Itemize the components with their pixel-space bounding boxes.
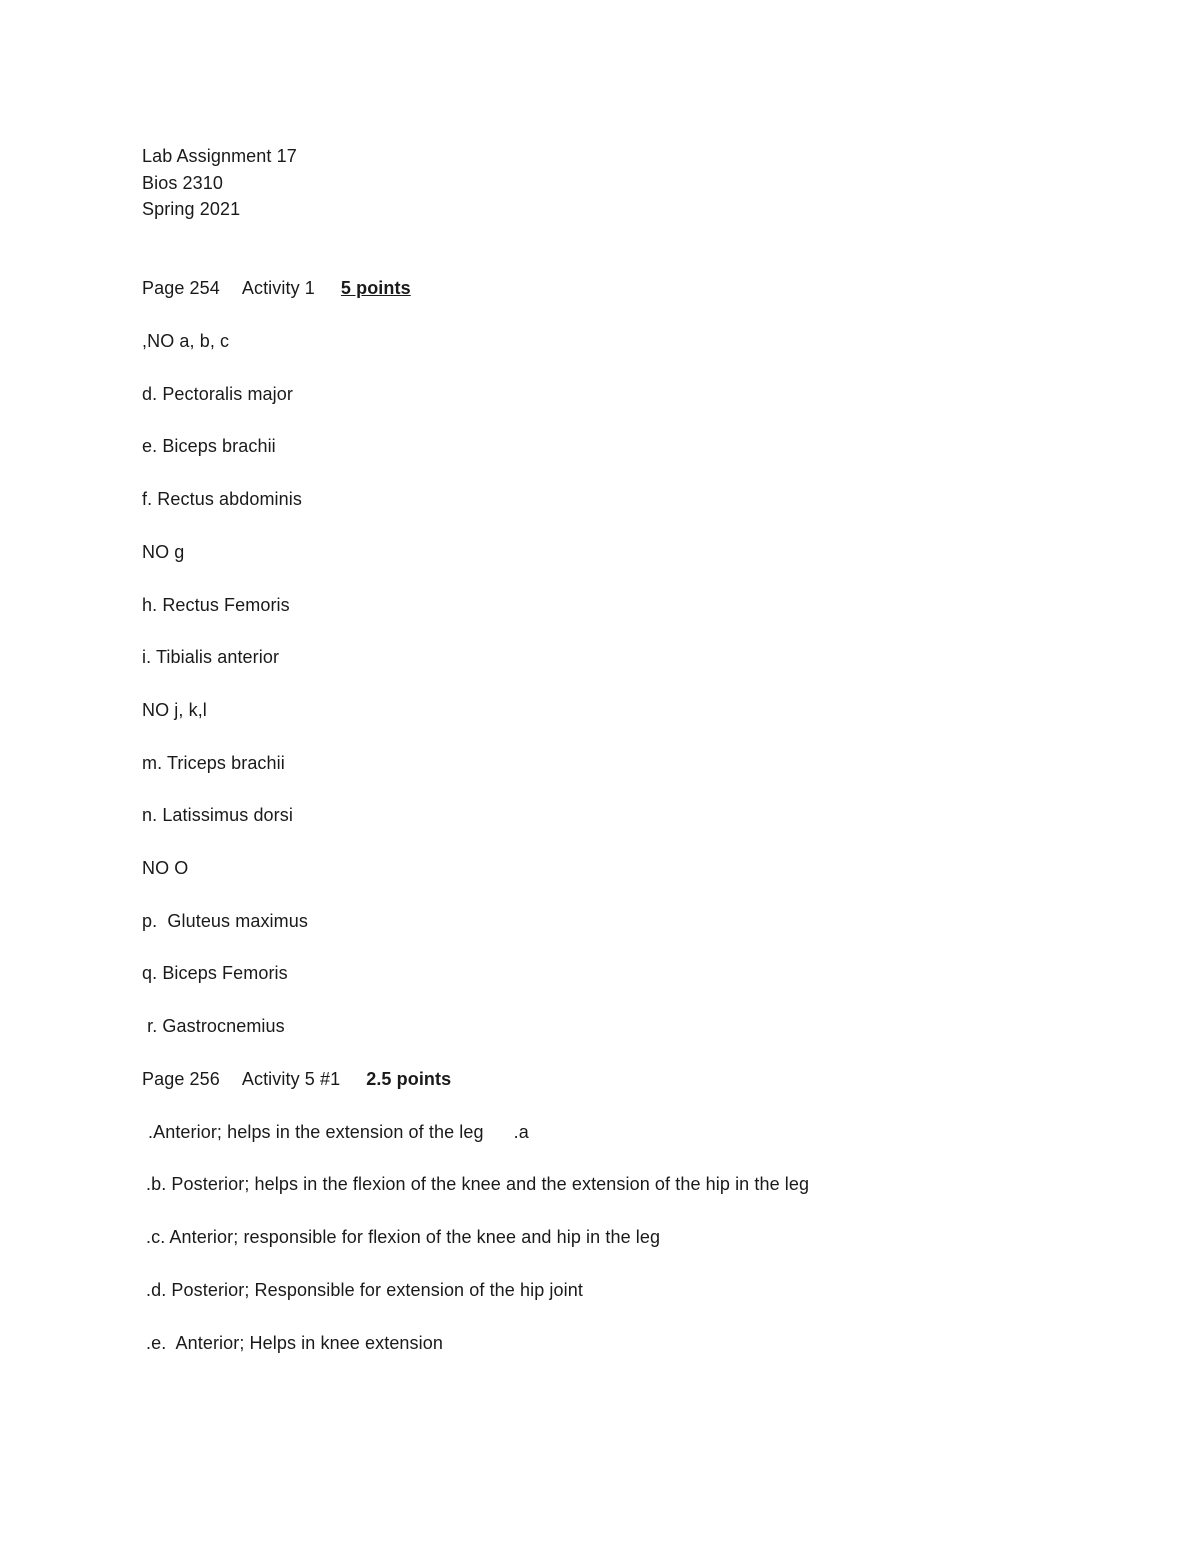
section2-heading <box>142 1068 451 1090</box>
section2-activity: Activity 5 #1 <box>241 1069 341 1089</box>
section2-page: Page 256 <box>142 1069 220 1089</box>
list-item: .e. Anterior; Helps in knee extension <box>146 1333 443 1353</box>
list-item: NO j, k,l <box>142 700 207 720</box>
term: Spring 2021 <box>142 199 241 219</box>
list-item: d. Pectoralis major <box>142 384 293 404</box>
list-item: .d. Posterior; Responsible for extension of the hip joint <box>146 1280 583 1300</box>
list-item: NO O <box>142 858 189 878</box>
section1-points: 5 points <box>340 278 411 298</box>
section2-points: 2.5 points <box>366 1069 452 1089</box>
list-item: ,NO a, b, c <box>142 331 230 351</box>
list-item: m. Triceps brachii <box>142 753 285 773</box>
list-item: h. Rectus Femoris <box>142 595 290 615</box>
list-item: n. Latissimus dorsi <box>142 805 293 825</box>
section1-page: Page 254 <box>142 278 220 298</box>
list-item: q. Biceps Femoris <box>142 963 288 983</box>
assignment-title: Lab Assignment 17 <box>142 146 297 166</box>
section1-activity: Activity 1 <box>241 278 315 298</box>
list-item: r. Gastrocnemius <box>142 1016 285 1036</box>
list-item <box>148 1121 529 1143</box>
list-item: i. Tibialis anterior <box>142 647 280 667</box>
course-code: Bios 2310 <box>142 173 223 193</box>
list-item: e. Biceps brachii <box>142 436 276 456</box>
list-item: .c. Anterior; responsible for flexion of the knee and hip in the leg <box>146 1227 661 1247</box>
list-item: f. Rectus abdominis <box>142 489 302 509</box>
section1-heading <box>142 277 411 299</box>
list-item: p. Gluteus maximus <box>142 911 308 931</box>
list-item: .b. Posterior; helps in the flexion of the knee and the extension of the hip in the leg <box>146 1174 810 1194</box>
item-a-label: .a <box>513 1122 529 1142</box>
item-a-text: .Anterior; helps in the extension of the leg <box>148 1122 484 1142</box>
list-item: NO g <box>142 542 185 562</box>
